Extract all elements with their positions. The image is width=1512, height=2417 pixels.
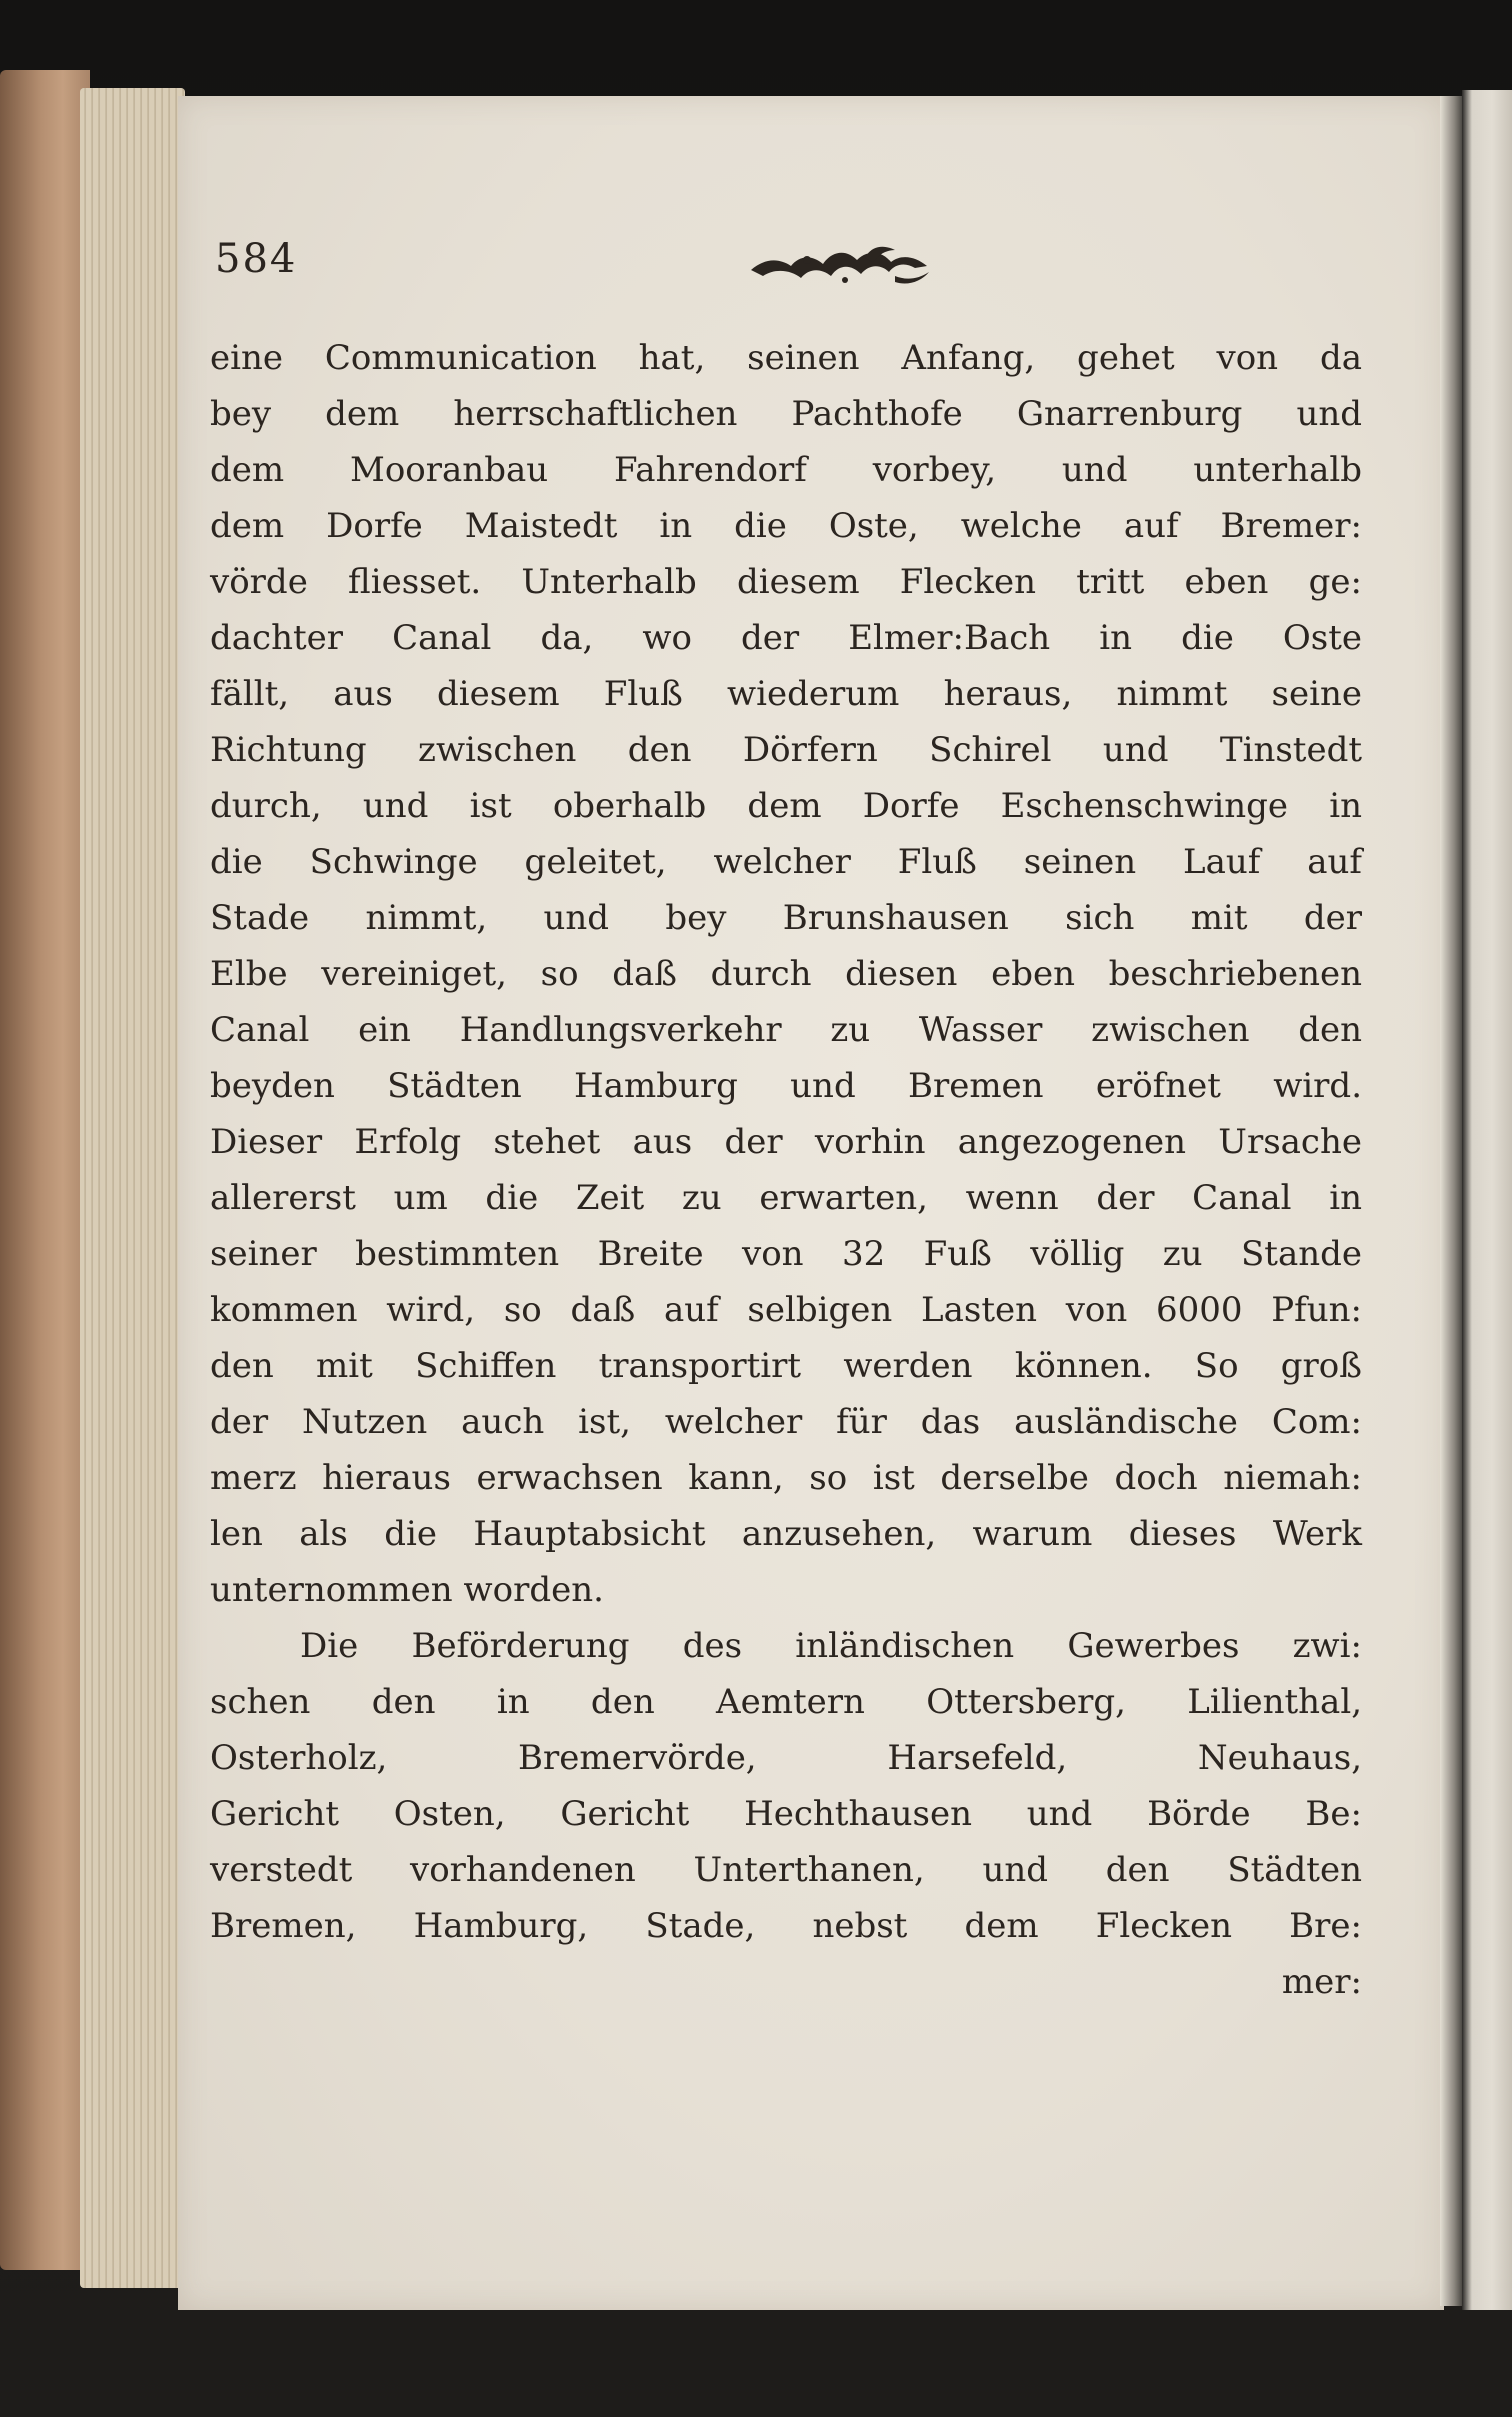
text-line: len als die Hauptabsicht anzusehen, warum dieses Werk xyxy=(210,1514,1362,1554)
text-line: fällt, aus diesem Fluß wiederum heraus, nimmt seine xyxy=(210,674,1362,714)
text-line: beyden Städten Hamburg und Bremen eröfnet wird. xyxy=(210,1066,1362,1106)
text-line: durch, und ist oberhalb dem Dorfe Eschenschwinge in xyxy=(210,786,1362,826)
text-line: dachter Canal da, wo der Elmer:Bach in die Oste xyxy=(210,618,1362,658)
text-line: die Schwinge geleitet, welcher Fluß seinen Lauf auf xyxy=(210,842,1362,882)
text-line: den mit Schiffen transportirt werden können. So groß xyxy=(210,1346,1362,1386)
page-stack-edge xyxy=(80,88,185,2288)
text-line: dem Mooranbau Fahrendorf vorbey, und unterhalb xyxy=(210,450,1362,490)
page-header xyxy=(215,236,950,296)
text-line: unternommen worden. xyxy=(210,1570,604,1610)
text-line: Elbe vereiniget, so daß durch diesen eben beschriebenen xyxy=(210,954,1362,994)
ornament-icon xyxy=(745,236,945,296)
text-line: dem Dorfe Maistedt in die Oste, welche auf Bremer: xyxy=(210,506,1362,546)
book-cover-edge xyxy=(0,70,90,2270)
text-line: Gericht Osten, Gericht Hechthausen und Börde Be: xyxy=(210,1794,1362,1834)
text-line: bey dem herrschaftlichen Pachthofe Gnarrenburg und xyxy=(210,394,1362,434)
text-line: Richtung zwischen den Dörfern Schirel und Tinstedt xyxy=(210,730,1362,770)
text-line: Dieser Erfolg stehet aus der vorhin angezogenen Ursache xyxy=(210,1122,1362,1162)
text-line: schen den in den Aemtern Ottersberg, Lilienthal, xyxy=(210,1682,1362,1722)
facing-page-edge xyxy=(1462,90,1512,2310)
text-line: vörde fliesset. Unterhalb diesem Flecken tritt eben ge: xyxy=(210,562,1362,602)
text-line: seiner bestimmten Breite von 32 Fuß völlig zu Stande xyxy=(210,1234,1362,1274)
text-line: der Nutzen auch ist, welcher für das ausländische Com: xyxy=(210,1402,1362,1442)
text-line: Die Beförderung des inländischen Gewerbes zwi: xyxy=(300,1626,1362,1666)
text-line: kommen wird, so daß auf selbigen Lasten von 6000 Pfun: xyxy=(210,1290,1362,1330)
catchword: mer: xyxy=(1281,1962,1362,2002)
text-line: Osterholz, Bremervörde, Harsefeld, Neuhaus, xyxy=(210,1738,1362,1778)
page-number: 584 xyxy=(215,236,298,282)
text-line: eine Communication hat, seinen Anfang, gehet von da xyxy=(210,338,1362,378)
text-line: verstedt vorhandenen Unterthanen, und den Städten xyxy=(210,1850,1362,1890)
text-line: Canal ein Handlungsverkehr zu Wasser zwischen den xyxy=(210,1010,1362,1050)
text-line: merz hieraus erwachsen kann, so ist derselbe doch niemah: xyxy=(210,1458,1362,1498)
text-line: allererst um die Zeit zu erwarten, wenn der Canal in xyxy=(210,1178,1362,1218)
text-line: Stade nimmt, und bey Brunshausen sich mit der xyxy=(210,898,1362,938)
text-line: Bremen, Hamburg, Stade, nebst dem Flecken Bre: xyxy=(210,1906,1362,1946)
